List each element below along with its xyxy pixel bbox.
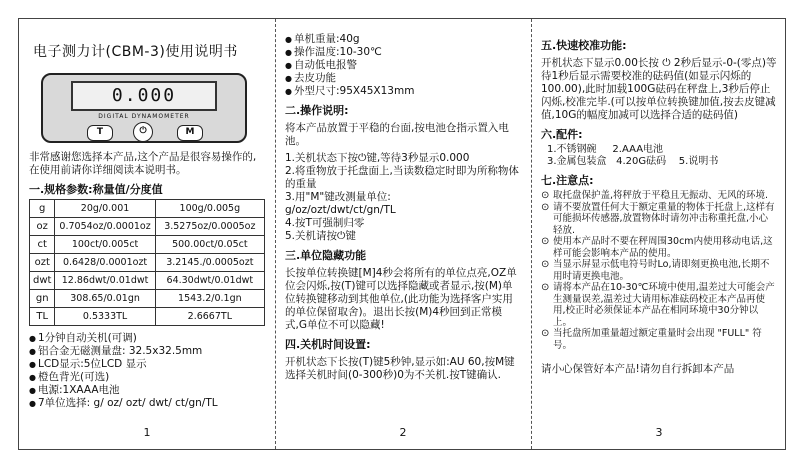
feature-item: ● 去皮功能 (285, 72, 521, 85)
device-tare-button: T (87, 125, 113, 141)
page-number: 2 (399, 426, 407, 439)
feature-item: ● 电源:1XAAA电池 (29, 384, 265, 397)
device-illustration (41, 73, 247, 143)
operation-step: 3.用"M"键改测量单位: (285, 191, 391, 203)
page-number: 3 (655, 426, 663, 439)
spec-row (30, 218, 265, 236)
spec-unit: TL (30, 308, 55, 326)
spec-unit: dwt (30, 272, 55, 290)
spec-range-100g: 2.6667TL (155, 308, 264, 326)
feature-item: ● 橙色背光(可选) (29, 371, 265, 384)
accessories-heading: 六.配件: (541, 128, 583, 141)
note-item: ⊙ 当显示屏显示低电符号时Lo,请即刻更换电池,长期不用时请更换电池。 (541, 259, 777, 282)
page-1 (19, 19, 275, 449)
shutdown-heading: 四.关机时间设置: (285, 338, 371, 351)
page-2 (275, 19, 531, 449)
note-item: ⊙ 使用本产品时不要在秤周围30cm内使用移动电话,这样可能会影响本产品的使用。 (541, 236, 777, 259)
operation-step: 2.将重物放于托盘面上,当读数稳定时即为所称物体的重量 (285, 165, 519, 190)
feature-item: ● 7单位选择: g/ oz/ ozt/ dwt/ ct/gn/TL (29, 397, 265, 410)
device-mode-button: M (177, 125, 203, 141)
accessories-line: 1.不锈钢碗 2.AAA电池 (547, 144, 664, 155)
accessories-list (547, 144, 777, 168)
spec-row (30, 308, 265, 326)
notes-list (541, 190, 777, 351)
spec-range-20g: 0.5333TL (55, 308, 155, 326)
spec-heading: 一.规格参数:称量值/分度值 (29, 183, 163, 196)
spec-row (30, 254, 265, 272)
spec-range-20g: 12.86dwt/0.01dwt (55, 272, 155, 290)
spec-row (30, 272, 265, 290)
unit-hide-heading: 三.单位隐藏功能 (285, 249, 367, 262)
spec-unit: oz (30, 218, 55, 236)
unit-hide-text: 长按单位转换键[M]4秒会将所有的单位点亮,OZ单位会闪烁,按(T)键可以选择隐藏或者显示,按(M)单位转换键移动到其他单位,(此功能为选择客户实用的单位保留取舍)。退出长按(M)4秒回到正常模式,G单位不可以隐藏! (285, 267, 517, 331)
operation-intro: 将本产品放置于平稳的台面,按电池仓指示置入电池。 (285, 122, 509, 147)
manual-title: 电子测力计(CBM-3)使用说明书 (33, 44, 238, 60)
calibration-heading: 五.快速校准功能: (541, 39, 627, 52)
spec-range-20g: 0.7054oz/0.0001oz (55, 218, 155, 236)
spec-range-100g: 1543.2/0.1gn (155, 290, 264, 308)
page-3 (531, 19, 787, 449)
feature-item: ● 单机重量:40g (285, 33, 521, 46)
operation-step: g/oz/ozt/dwt/ct/gn/TL (285, 204, 396, 216)
spec-table (29, 199, 265, 326)
accessories-line: 3.金属包装盒 4.20G砝码 5.说明书 (547, 156, 719, 167)
device-power-icon: ⏻ (133, 122, 153, 142)
operation-step: 4.按T可强制归零 (285, 217, 365, 229)
feature-item: ● 铝合金无磁测量盘: 32.5x32.5mm (29, 345, 265, 358)
spec-range-100g: 3.2145./0.0005ozt (155, 254, 264, 272)
closing-text: 请小心保管好本产品!请勿自行拆卸本产品 (541, 363, 735, 375)
intro-text: 非常感谢您选择本产品,这个产品是很容易操作的,在使用前请你详细阅读本说明书。 (29, 151, 257, 176)
note-item: ⊙ 当托盘所加重量超过额定重量时会出现 "FULL" 符号。 (541, 328, 777, 351)
feature-item: ● LCD显示:5位LCD 显示 (29, 358, 265, 371)
spec-unit: gn (30, 290, 55, 308)
operation-heading: 二.操作说明: (285, 104, 349, 117)
manual-sheet (18, 18, 786, 450)
calibration-text: 开机状态下显示0.00长按 ⏻ 2秒后显示-0-(零点)等待1秒后显示需要校准的砝码值(如显示闪烁的100.00),此时加载100G砝码在秤盘上,3秒后停止闪烁,校准完毕.(可以按单位转换键加值,按去皮键减值,10G的幅度加减可以选择合适的砝码值) (541, 57, 777, 121)
feature-list-continued (285, 33, 521, 98)
shutdown-text: 开机状态下长按(T)键5秒钟,显示如:AU 60,按M键选择关机时间(0-300秒)0为不关机.按T键确认. (285, 356, 515, 381)
note-item: ⊙ 请不要放置任何大于额定重量的物体于托盘上,这样有可能损坏传感器,放置物体时请勿冲击称重托盘,小心轻放. (541, 202, 777, 237)
spec-range-100g: 3.5275oz/0.0005oz (155, 218, 264, 236)
spec-row (30, 236, 265, 254)
note-item: ⊙ 取托盘保护盖,将秤放于平稳且无振动、无风的环境. (541, 190, 777, 202)
spec-range-20g: 0.6428/0.0001ozt (55, 254, 155, 272)
spec-unit: ozt (30, 254, 55, 272)
spec-unit: g (30, 200, 55, 218)
page-number: 1 (143, 426, 151, 439)
spec-row (30, 290, 265, 308)
spec-range-100g: 64.30dwt/0.01dwt (155, 272, 264, 290)
feature-list (29, 332, 265, 410)
spec-unit: ct (30, 236, 55, 254)
feature-item: ● 外型尺寸:95X45X13mm (285, 85, 521, 98)
spec-range-100g: 500.00ct/0.05ct (155, 236, 264, 254)
spec-range-20g: 308.65/0.01gn (55, 290, 155, 308)
spec-row (30, 200, 265, 218)
operation-steps (285, 152, 521, 243)
notes-heading: 七.注意点: (541, 174, 594, 187)
device-brand: DIGITAL DYNAMOMETER (98, 113, 190, 120)
device-lcd: 0.000 (71, 81, 217, 111)
spec-range-20g: 20g/0.001 (55, 200, 155, 218)
operation-step: 5.关机请按⏻键 (285, 230, 356, 242)
operation-step: 1.关机状态下按⏻键,等待3秒显示0.000 (285, 152, 470, 164)
note-item: ⊙ 请将本产品在10-30℃环境中使用,温差过大可能会产生测量误差,温差过大请用标准砝码校正本产品再使用,校正时必须保证本产品在相同环境中30分钟以上。 (541, 282, 777, 328)
spec-range-20g: 100ct/0.005ct (55, 236, 155, 254)
feature-item: ● 自动低电报警 (285, 59, 521, 72)
feature-item: ● 操作温度:10-30℃ (285, 46, 521, 59)
spec-range-100g: 100g/0.005g (155, 200, 264, 218)
feature-item: ● 1分钟自动关机(可调) (29, 332, 265, 345)
